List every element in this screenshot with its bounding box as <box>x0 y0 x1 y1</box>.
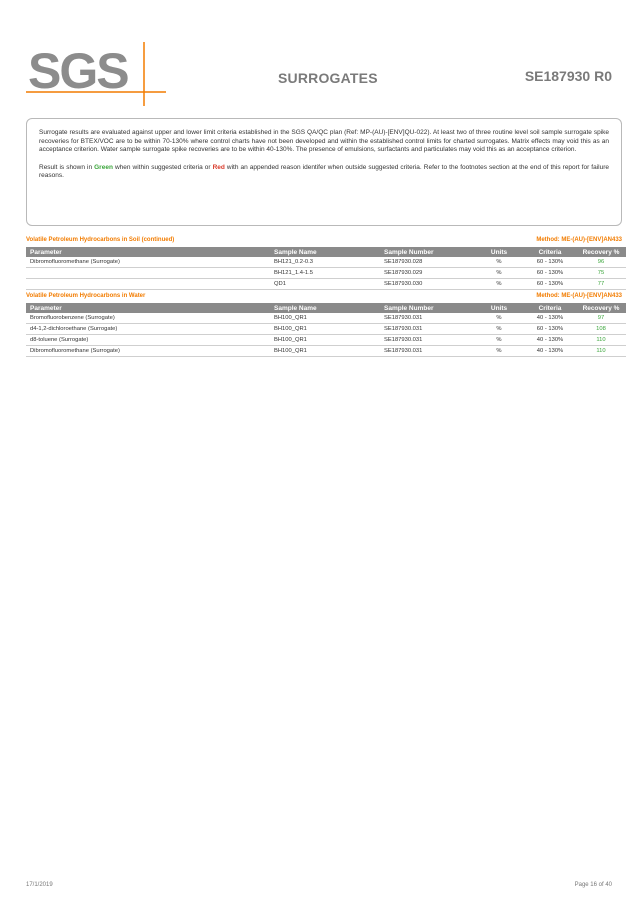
table-row <box>26 257 626 268</box>
col-units: Units <box>474 303 524 313</box>
cell-parameter <box>26 279 274 290</box>
legend-text-2: when within suggested criteria or <box>112 163 213 171</box>
cell-criteria: 40 - 130% <box>524 335 576 346</box>
footer-page-number: Page 16 of 40 <box>574 882 612 888</box>
sgs-logo-text: SGS <box>28 43 128 99</box>
cell-criteria: 40 - 130% <box>524 313 576 324</box>
report-reference: SE187930 R0 <box>524 68 612 84</box>
col-sample-number: Sample Number <box>384 303 474 313</box>
cell-sample-number: SE187930.031 <box>384 335 474 346</box>
col-parameter: Parameter <box>26 303 274 313</box>
table-row <box>26 324 626 335</box>
section-method: Method: ME-(AU)-[ENV]AN433 <box>536 237 622 243</box>
section-water <box>26 293 622 357</box>
cell-sample-name: BH100_QR1 <box>274 346 384 357</box>
cell-criteria: 60 - 130% <box>524 324 576 335</box>
col-units: Units <box>474 247 524 257</box>
legend-red-label: Red <box>212 163 225 171</box>
cell-recovery: 97 <box>576 313 626 324</box>
col-sample-number: Sample Number <box>384 247 474 257</box>
section-title: Volatile Petroleum Hydrocarbons in Water <box>26 293 146 299</box>
cell-criteria: 60 - 130% <box>524 257 576 268</box>
table-row <box>26 335 626 346</box>
cell-sample-name: QD1 <box>274 279 384 290</box>
cell-recovery: 110 <box>576 335 626 346</box>
col-criteria: Criteria <box>524 247 576 257</box>
section-title: Volatile Petroleum Hydrocarbons in Soil (continued) <box>26 237 175 243</box>
legend-text-1: Result is shown in <box>39 163 95 171</box>
table-row <box>26 279 626 290</box>
cell-sample-name: BH100_QR1 <box>274 335 384 346</box>
cell-sample-name: BH121_1.4-1.5 <box>274 268 384 279</box>
sgs-logo <box>26 40 166 108</box>
intro-notes-box <box>26 118 622 226</box>
col-parameter: Parameter <box>26 247 274 257</box>
cell-sample-number: SE187930.031 <box>384 346 474 357</box>
cell-parameter: d8-toluene (Surrogate) <box>26 335 274 346</box>
intro-paragraph-criteria: Surrogate results are evaluated against upper and lower limit criteria established in the SGS QA/QC plan (Ref: MP-(AU)-[ENV]QU-022). At least two of three routine level soil sample surrogate spike recoveries for BTEX/VOC are to be within 70-130% where control charts have not been developed and within the established control limits for charted surrogates. Matrix effects may void this as an acceptance criterion. Water sample surrogate spike recoveries are to be within 40-130%. The presence of emulsions, surfactants and particulates may void this as an acceptance criterion. <box>39 129 609 154</box>
col-sample-name: Sample Name <box>274 247 384 257</box>
cell-parameter <box>26 268 274 279</box>
surrogate-table-water <box>26 303 626 357</box>
cell-units: % <box>474 257 524 268</box>
cell-units: % <box>474 279 524 290</box>
page-title: SURROGATES <box>278 70 378 86</box>
cell-recovery: 96 <box>576 257 626 268</box>
cell-recovery: 108 <box>576 324 626 335</box>
footer-date: 17/1/2019 <box>26 882 53 888</box>
cell-sample-number: SE187930.030 <box>384 279 474 290</box>
cell-sample-name: BH100_QR1 <box>274 324 384 335</box>
cell-parameter: Dibromofluoromethane (Surrogate) <box>26 257 274 268</box>
cell-sample-name: BH100_QR1 <box>274 313 384 324</box>
cell-units: % <box>474 346 524 357</box>
cell-sample-number: SE187930.028 <box>384 257 474 268</box>
cell-sample-number: SE187930.031 <box>384 313 474 324</box>
col-recovery: Recovery % <box>576 247 626 257</box>
section-method: Method: ME-(AU)-[ENV]AN433 <box>536 293 622 299</box>
table-row <box>26 313 626 324</box>
col-sample-name: Sample Name <box>274 303 384 313</box>
cell-units: % <box>474 313 524 324</box>
table-row <box>26 268 626 279</box>
cell-units: % <box>474 268 524 279</box>
intro-paragraph-legend <box>39 164 609 181</box>
cell-sample-number: SE187930.031 <box>384 324 474 335</box>
cell-parameter: Bromofluorobenzene (Surrogate) <box>26 313 274 324</box>
legend-text-3: with an appended reason identifer when outside suggested criteria. Refer to the footnotes section at the end of this report for failure reasons. <box>39 163 609 180</box>
table-header-row <box>26 247 626 257</box>
cell-recovery: 75 <box>576 268 626 279</box>
section-soil <box>26 237 622 290</box>
cell-criteria: 60 - 130% <box>524 268 576 279</box>
cell-parameter: Dibromofluoromethane (Surrogate) <box>26 346 274 357</box>
col-recovery: Recovery % <box>576 303 626 313</box>
table-row <box>26 346 626 357</box>
cell-parameter: d4-1,2-dichloroethane (Surrogate) <box>26 324 274 335</box>
cell-units: % <box>474 324 524 335</box>
col-criteria: Criteria <box>524 303 576 313</box>
cell-sample-name: BH121_0.2-0.3 <box>274 257 384 268</box>
cell-recovery: 110 <box>576 346 626 357</box>
cell-recovery: 77 <box>576 279 626 290</box>
cell-criteria: 60 - 130% <box>524 279 576 290</box>
cell-units: % <box>474 335 524 346</box>
surrogate-table-soil <box>26 247 626 290</box>
table-header-row <box>26 303 626 313</box>
legend-green-label: Green <box>94 163 113 171</box>
cell-criteria: 40 - 130% <box>524 346 576 357</box>
cell-sample-number: SE187930.029 <box>384 268 474 279</box>
